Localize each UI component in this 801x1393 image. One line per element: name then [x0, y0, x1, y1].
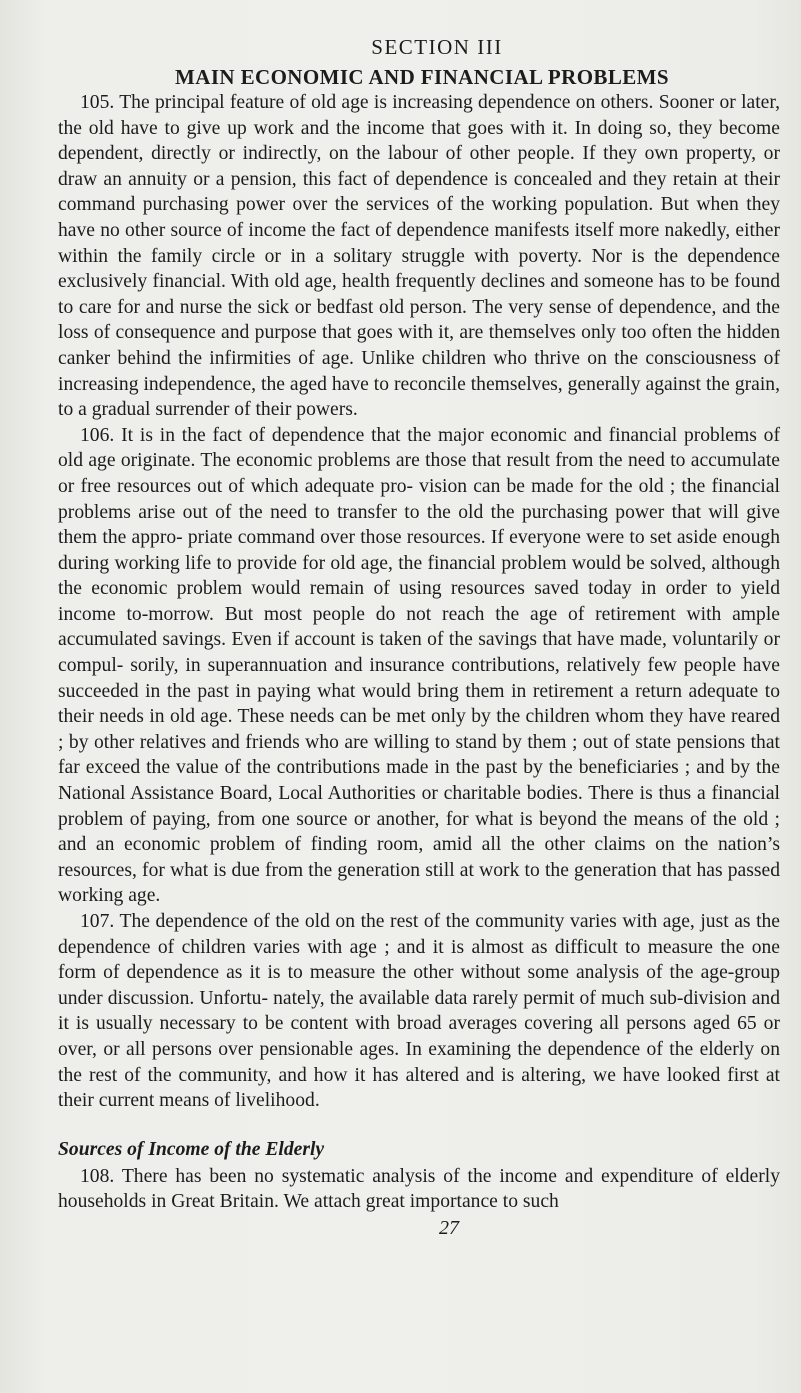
paragraph-105	[58, 90, 780, 423]
page-content	[58, 34, 780, 1239]
subheading: Sources of Income of the Elderly	[58, 1138, 325, 1160]
paragraph-108	[58, 1164, 780, 1215]
paragraph-number: 108.	[80, 1165, 115, 1187]
section-label: SECTION III	[371, 35, 503, 59]
page-number: 27	[439, 1216, 459, 1239]
paragraph-106	[58, 423, 780, 909]
paragraph-number: 107.	[80, 911, 115, 932]
paragraph-text: It is in the fact of dependence that the major economic and financial problems of old age originate. The economic problems are those that result from the need to accumulate or free resources out of which adequate pro- vision can be made for the old ; the financial problems arise out of the need to transfer to the old the purchasing power that will give them the appro- priate command over those resources. If everyone were to set aside enough during working life to provide for old age, the financial problem would be solved, although the economic problem would remain of using resources saved today in order to yield income to-morrow. But most people do not reach the age of retirement with ample accumulated savings. Even if account is taken of the savings that have made, voluntarily or compul- sorily, in superannuation and insurance contributions, relatively few people have succeeded in the past in paying what would bring them in retirement a return adequate to their needs in old age. These needs can be met only by the children whom they have reared ; by other relatives and friends who are willing to stand by them ; out of state pensions that far exceed the value of the contributions made in the past by the beneficiaries ; and by the National Assistance Board, Local Authorities or charitable bodies. There is thus a financial problem of paying, from one source or another, for what is beyond the means of the old ; and an economic problem of finding room, amid all the other claims on the nation’s resources, for what is due from the generation still at work to the generation that has passed working age.	[58, 424, 780, 907]
paragraph-number: 105.	[80, 92, 115, 113]
paragraph-number: 106.	[80, 424, 115, 446]
paragraph-text: The dependence of the old on the rest of the community varies with age, just as the dependence of children varies with age ; and it is almost as difficult to measure the one form of dependence as it is to measure the other without some analysis of the age-group under discussion. Unfortu- nately, the available data rarely permit of much sub-division and it is usually necessary to be content with broad averages covering all persons aged 65 or over, or all persons over pensionable ages. In examining the dependence of the elderly on the rest of the community, and how it has altered and is altering, we have looked first at their current means of livelihood.	[58, 911, 781, 1112]
chapter-title: MAIN ECONOMIC AND FINANCIAL PROBLEMS	[175, 65, 669, 89]
paragraph-text: The principal feature of old age is increasing dependence on others. Sooner or later, the old have to give up work and the income that goes with it. In doing so, they become dependent, directly or indirectly, on the labour of other people. If they own property, or draw an annuity or a pension, this fact of dependence is concealed and they retain at their command purchasing power over the services of the working population. But when they have no other source of income the fact of dependence manifests itself more nakedly, either within the family circle or in a solitary struggle with poverty. Nor is the dependence exclusively financial. With old age, health frequently declines and someone has to be found to care for and nurse the sick or bedfast old person. The very sense of dependence, and the loss of consequence and purpose that goes with it, are themselves only too often the hidden canker behind the infirmities of age. Unlike children who thrive on the consciousness of increasing independence, the aged have to reconcile themselves, generally against the grain, to a gradual surrender of their powers.	[58, 92, 780, 421]
paragraph-107	[58, 909, 780, 1114]
paragraph-text: There has been no systematic analysis of the income and expenditure of elderly households in Great Britain. We attach great importance to such	[58, 1165, 780, 1213]
